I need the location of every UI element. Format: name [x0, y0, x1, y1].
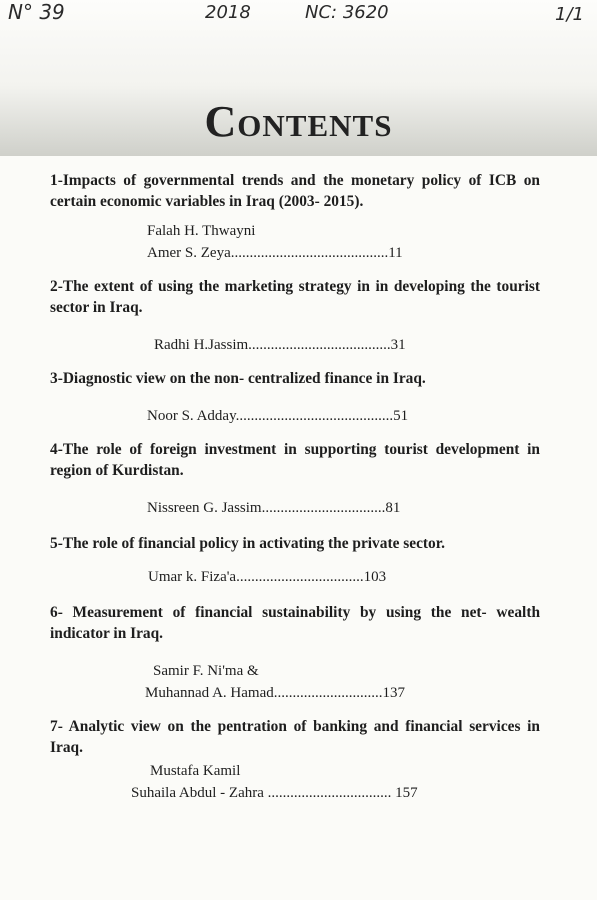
entry-title: 6- Measurement of financial sustainability by using the net- wealth indicator in Iraq. [50, 604, 540, 642]
entry-author: Muhannad A. Hamad.............................137 [145, 685, 405, 701]
entry-title: 2-The extent of using the marketing strategy in in developing the tourist sector in Iraq. [50, 278, 540, 316]
handwritten-page: 1/1 [555, 4, 584, 25]
contents-entry [50, 439, 540, 519]
handwritten-reference: NC: 3620 [305, 2, 389, 23]
entry-title: 4-The role of foreign investment in supporting tourist development in region of Kurdistan. [50, 441, 540, 479]
contents-entry [50, 602, 540, 704]
entry-author: Umar k. Fiza'a..................................103 [148, 569, 387, 585]
contents-entry [50, 533, 540, 588]
contents-entry [50, 716, 540, 804]
entry-title: 7- Analytic view on the pentration of banking and financial services in Iraq. [50, 718, 540, 756]
entry-title: 1-Impacts of governmental trends and the monetary policy of ICB on certain economic variables in Iraq (2003- 2015). [50, 172, 540, 210]
entry-title: 5-The role of financial policy in activating the private sector. [50, 535, 445, 552]
entry-author: Suhaila Abdul - Zahra ................................. 157 [131, 785, 418, 801]
handwritten-year: 2018 [205, 2, 251, 23]
handwritten-number: N° 39 [8, 0, 65, 24]
entry-author: Amer S. Zeya..........................................11 [147, 245, 403, 261]
contents-entry [50, 170, 540, 264]
entry-author: Mustafa Kamil [150, 763, 241, 779]
entry-author: Nissreen G. Jassim.................................81 [147, 500, 401, 516]
entry-author: Noor S. Adday..........................................51 [147, 408, 409, 424]
entry-author: Radhi H.Jassim......................................31 [154, 337, 406, 353]
contents-entry [50, 276, 540, 356]
entry-author: Falah H. Thwayni [147, 223, 256, 239]
contents-list [50, 168, 540, 804]
entry-title: 3-Diagnostic view on the non- centralized finance in Iraq. [50, 370, 426, 387]
contents-entry [50, 368, 540, 427]
page-title: Contents [204, 97, 393, 146]
entry-author: Samir F. Ni'ma & [153, 663, 259, 679]
